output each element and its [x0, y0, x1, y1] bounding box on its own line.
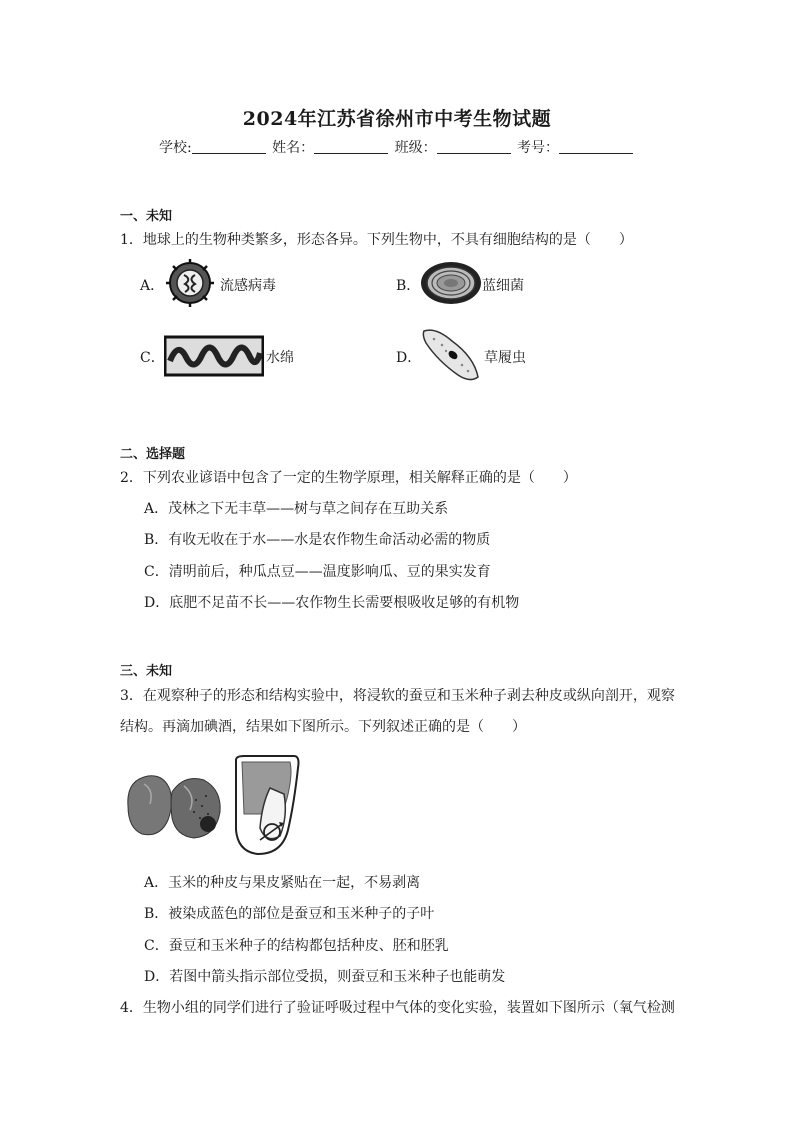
- question-2-stem: 2．下列农业谚语中包含了一定的生物学原理，相关解释正确的是（ ）: [120, 470, 577, 486]
- q1-option-a-label: 流感病毒: [220, 278, 276, 294]
- q2-option-d[interactable]: D．底肥不足苗不长——农作物生长需要根吸收足够的有机物: [144, 595, 520, 611]
- broad-bean-seed-icon: [124, 770, 224, 842]
- question-3-stem-line2: 结构。再滴加碘酒，结果如下图所示。下列叙述正确的是（ ）: [120, 719, 526, 735]
- question-3-stem-line1: 3．在观察种子的形态和结构实验中，将浸软的蚕豆和玉米种子剥去种皮或纵向剖开，观察: [120, 688, 675, 704]
- q1-option-b-letter[interactable]: B．: [396, 278, 421, 294]
- q1-option-a-letter[interactable]: A．: [140, 278, 165, 294]
- page-title: 2024年江苏省徐州市中考生物试题: [242, 108, 552, 130]
- name-label: 姓名：: [272, 140, 315, 156]
- question-1-stem: 1．地球上的生物种类繁多，形态各异。下列生物中，不具有细胞结构的是（ ）: [120, 232, 633, 248]
- q3-option-c[interactable]: C．蚕豆和玉米种子的结构都包括种皮、胚和胚乳: [144, 938, 449, 954]
- q1-option-d-letter[interactable]: D．: [396, 350, 422, 366]
- class-label: 班级：: [394, 140, 437, 156]
- paramecium-icon: [418, 325, 484, 385]
- q2-option-c[interactable]: C．清明前后，种瓜点豆——温度影响瓜、豆的果实发育: [144, 564, 491, 580]
- q3-option-a[interactable]: A．玉米的种皮与果皮紧贴在一起，不易剥离: [144, 875, 421, 891]
- q2-option-a[interactable]: A．茂林之下无丰草——树与草之间存在互助关系: [144, 501, 449, 517]
- school-label: 学校:: [158, 140, 192, 156]
- q1-option-c-letter[interactable]: C．: [140, 350, 165, 366]
- section-heading-2: 二、选择题: [120, 447, 186, 462]
- id-label: 考号：: [517, 140, 560, 156]
- question-4-stem-line1: 4．生物小组的同学们进行了验证呼吸过程中气体的变化实验，装置如下图所示（氧气检测: [120, 1000, 675, 1016]
- name-blank[interactable]: [314, 139, 388, 154]
- section-heading-3: 三、未知: [120, 664, 173, 679]
- section-heading-1: 一、未知: [120, 209, 173, 224]
- class-blank[interactable]: [437, 139, 511, 154]
- corn-seed-icon: [232, 754, 304, 856]
- q2-option-b[interactable]: B．有收无收在于水——水是农作物生命活动必需的物质: [144, 532, 491, 548]
- bacterium-icon: [420, 261, 482, 305]
- school-blank[interactable]: [192, 139, 266, 154]
- q3-option-b[interactable]: B．被染成蓝色的部位是蚕豆和玉米种子的子叶: [144, 906, 435, 922]
- spirogyra-icon: [164, 335, 264, 377]
- q1-option-c-label: 水绵: [266, 350, 294, 366]
- virus-icon: [165, 258, 215, 308]
- student-info-line: [0, 137, 794, 157]
- q1-option-b-label: 蓝细菌: [482, 278, 524, 294]
- id-blank[interactable]: [559, 139, 633, 154]
- q1-option-d-label: 草履虫: [484, 350, 526, 366]
- q3-option-d[interactable]: D．若图中箭头指示部位受损，则蚕豆和玉米种子也能萌发: [144, 969, 506, 985]
